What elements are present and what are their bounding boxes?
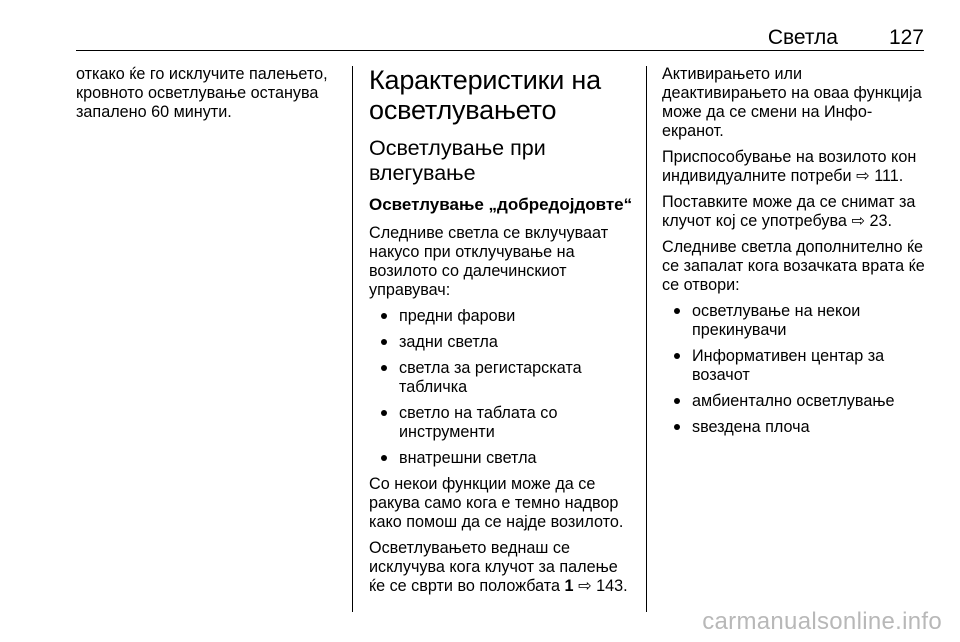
page-ref-link[interactable]: 111.: [874, 167, 904, 185]
column-divider-right: [646, 66, 647, 612]
list-item: задни светла: [369, 333, 635, 352]
watermark: carmanualsonline.info: [702, 608, 942, 635]
page-ref-link[interactable]: 143.: [596, 577, 628, 595]
page-number: 127: [888, 26, 924, 49]
page-ref-arrow-icon: ⇨: [851, 212, 866, 230]
col1-paragraph: откако ќе го исклучите палењето, кровното осветлување останува запалено 60 минути.: [76, 65, 328, 121]
header-rule: [76, 50, 924, 51]
heading-entry-lighting: Осветлување при влегување: [369, 136, 546, 185]
ignition-off-text: Осветлувањето веднаш се исклучува кога клучот за палење ќе се сврти во положбата: [369, 539, 618, 595]
key-settings-text: Поставките може да се снимат за клучот кој се употребува: [662, 193, 916, 230]
page-header: [76, 26, 924, 50]
column-divider-left: [352, 66, 353, 612]
list-item: ѕвездена плоча: [662, 418, 928, 437]
column-3: [662, 65, 928, 444]
personalisation-note: [662, 148, 928, 186]
column-2: [369, 65, 635, 603]
personalisation-text: Приспособување на возилото кон индивидуалните потреби: [662, 148, 917, 185]
list-item: светла за регистарската табличка: [369, 359, 635, 397]
key-settings-note: [662, 193, 928, 231]
list-item: Информативен центар за возачот: [662, 347, 928, 385]
door-lights-list: [662, 302, 928, 437]
driver-door-note: Следниве светла дополнително ќе се запалат кога возачката врата ќе се отвори:: [662, 238, 925, 294]
heading-lighting-features: Карактеристики на осветлувањето: [369, 65, 601, 125]
list-item: светло на таблата со инструменти: [369, 404, 635, 442]
list-item: внатрешни светла: [369, 449, 635, 468]
ignition-position: 1: [564, 577, 574, 595]
dark-only-note: Со некои функции може да се ракува само кога е темно надвор како помош да се најде возилото.: [369, 475, 624, 531]
page-ref-link[interactable]: 23.: [869, 212, 893, 230]
page-ref-arrow-icon: ⇨: [856, 167, 870, 185]
list-item: осветлување на некои прекинувачи: [662, 302, 928, 340]
column-1: [76, 65, 338, 129]
page-ref-arrow-icon: ⇨: [578, 577, 592, 595]
welcome-intro: Следниве светла се вклучуваат накусо при отклучување на возилото со далечинскиот управувач:: [369, 224, 609, 299]
welcome-lights-list: [369, 307, 635, 468]
ignition-off-note: [369, 539, 635, 596]
list-item: предни фарови: [369, 307, 635, 326]
list-item: амбиентално осветлување: [662, 392, 928, 411]
activation-note: Активирањето или деактивирањето на оваа функција може да се смени на Инфо-екранот.: [662, 65, 922, 140]
section-title: Светла: [767, 26, 838, 49]
heading-welcome-lighting: Осветлување „добредојдовте“: [369, 195, 633, 214]
